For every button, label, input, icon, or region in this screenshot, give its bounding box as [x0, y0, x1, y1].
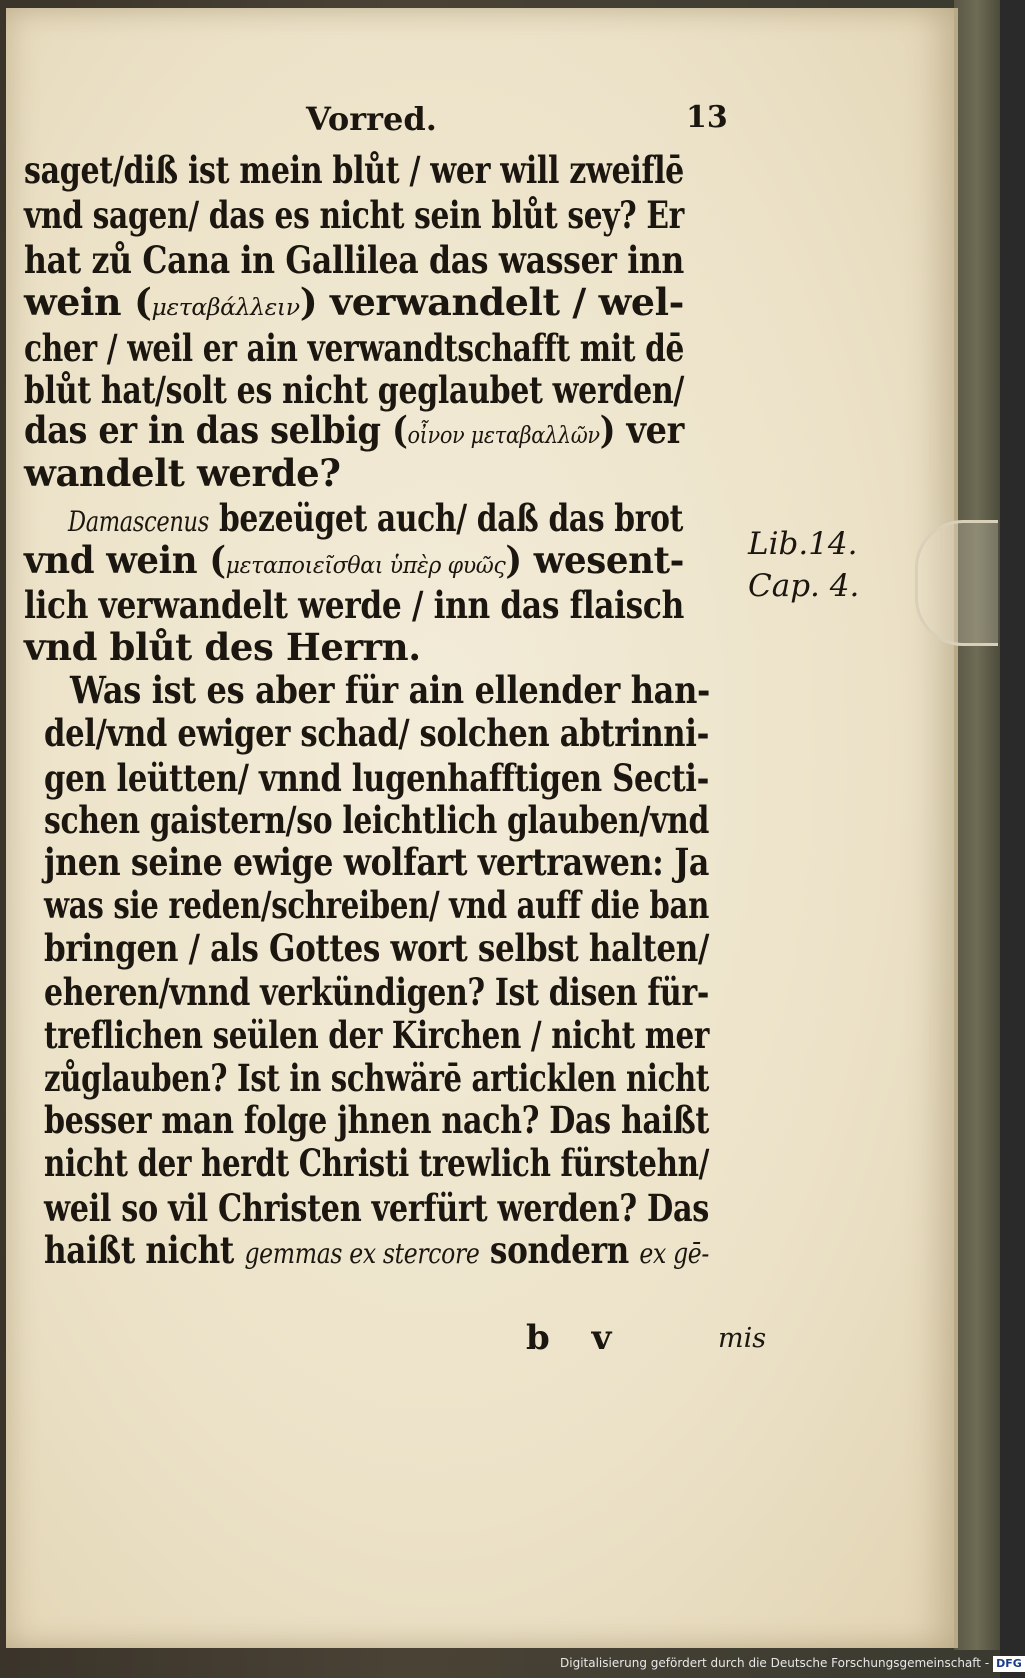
- text-line: [24, 326, 684, 370]
- line-segment: ) ver: [599, 408, 684, 452]
- line-segment: nicht der herdt Christi trewlich fürstehn/: [44, 1141, 709, 1185]
- running-title: Vorred.: [306, 100, 437, 138]
- line-segment: lich verwandelt werde / inn das flaisch: [24, 583, 684, 627]
- line-segment: weil so vil Christen verfürt werden? Das: [44, 1186, 709, 1230]
- text-line: [44, 711, 709, 755]
- book-page: [6, 8, 958, 1648]
- text-line: [24, 148, 684, 192]
- line-segment: jnen seine ewige wolfart vertrawen: Ja: [44, 840, 709, 884]
- greek-text: μεταβάλλειν: [151, 295, 300, 321]
- line-segment: gen leütten/ vnnd lugenhafftigen Secti-: [44, 756, 709, 800]
- text-line: [44, 1056, 709, 1100]
- text-line: [70, 668, 710, 712]
- text-line: [24, 583, 684, 627]
- latin-italic-text: Damascenus: [68, 505, 209, 538]
- text-line: [44, 1141, 709, 1185]
- line-segment: haißt nicht: [44, 1228, 245, 1272]
- text-line: [44, 840, 709, 884]
- line-segment: sondern: [479, 1228, 640, 1272]
- page-edge: [954, 0, 1000, 1650]
- catchword: mis: [718, 1323, 767, 1354]
- digitization-footer: [560, 1652, 1025, 1674]
- line-segment: vnd wein (: [24, 538, 226, 582]
- line-segment: das er in das selbig (: [24, 408, 408, 452]
- line-segment: ) wesent-: [505, 538, 684, 582]
- line-segment: blůt hat/solt es nicht geglaubet werden/: [24, 368, 684, 412]
- text-line: [68, 496, 683, 540]
- line-segment: treflichen seülen der Kirchen / nicht mer: [44, 1013, 709, 1057]
- text-line: [24, 368, 684, 412]
- text-line: [44, 926, 709, 970]
- line-segment: was sie reden/schreiben/ vnd auff die ban: [44, 883, 709, 927]
- line-segment: del/vnd ewiger schad/ solchen abtrinni-: [44, 711, 709, 755]
- line-segment: zůglauben? Ist in schwärē articklen nicht: [44, 1056, 709, 1100]
- line-segment: schen gaistern/so leichtlich glauben/vnd: [44, 798, 709, 842]
- text-line: [24, 538, 684, 582]
- latin-italic-text: ex gē-: [639, 1237, 709, 1270]
- latin-italic-text: gemmas ex stercore: [244, 1237, 480, 1270]
- signature-mark: b v: [526, 1318, 612, 1358]
- line-segment: cher / weil er ain verwandtschafft mit dē: [24, 326, 684, 370]
- text-line: [24, 238, 684, 282]
- greek-text: οἶνον μεταβαλλῶν: [407, 423, 600, 449]
- line-segment: vnd sagen/ das es nicht sein blůt sey? Er: [24, 193, 684, 237]
- page-number: 13: [686, 100, 728, 135]
- text-line: [24, 625, 421, 669]
- dfg-logo: DFG: [993, 1656, 1025, 1672]
- text-line: [44, 1098, 709, 1142]
- line-segment: vnd blůt des Herrn.: [24, 625, 421, 669]
- line-segment: bezeüget auch/ daß das brot: [208, 496, 683, 540]
- line-segment: saget/diß ist mein blůt / wer will zweiflē: [24, 148, 684, 192]
- text-line: [24, 451, 341, 495]
- margin-note: [748, 523, 859, 607]
- text-line: [24, 408, 684, 452]
- line-segment: ) verwandelt / wel-: [299, 280, 684, 324]
- line-segment: besser man folge jhnen nach? Das haißt: [44, 1098, 709, 1142]
- margin-note-book: Lib.14.: [748, 526, 858, 562]
- text-line: [44, 970, 709, 1014]
- line-segment: Was ist es aber für ain ellender han-: [70, 668, 710, 712]
- text-line: [24, 280, 684, 324]
- text-line: [44, 1228, 709, 1272]
- line-segment: wandelt werde?: [24, 451, 341, 495]
- text-line: [24, 193, 684, 237]
- line-segment: hat zů Cana in Gallilea das wasser inn: [24, 238, 684, 282]
- margin-note-chapter: Cap. 4.: [748, 568, 860, 604]
- line-segment: wein (: [24, 280, 152, 324]
- text-line: [44, 1013, 709, 1057]
- text-line: [44, 756, 709, 800]
- line-segment: eheren/vnnd verkündigen? Ist disen für-: [44, 970, 709, 1014]
- text-line: [44, 798, 709, 842]
- line-segment: bringen / als Gottes wort selbst halten/: [44, 926, 709, 970]
- text-line: [44, 1186, 709, 1230]
- bookmark-tab: [915, 520, 998, 646]
- greek-text: μεταποιεῖσθαι ὑπὲρ φυῶς: [225, 553, 506, 579]
- footer-credit: Digitalisierung gefördert durch die Deutsche Forschungsgemeinschaft -: [560, 1656, 990, 1670]
- text-line: [44, 883, 709, 927]
